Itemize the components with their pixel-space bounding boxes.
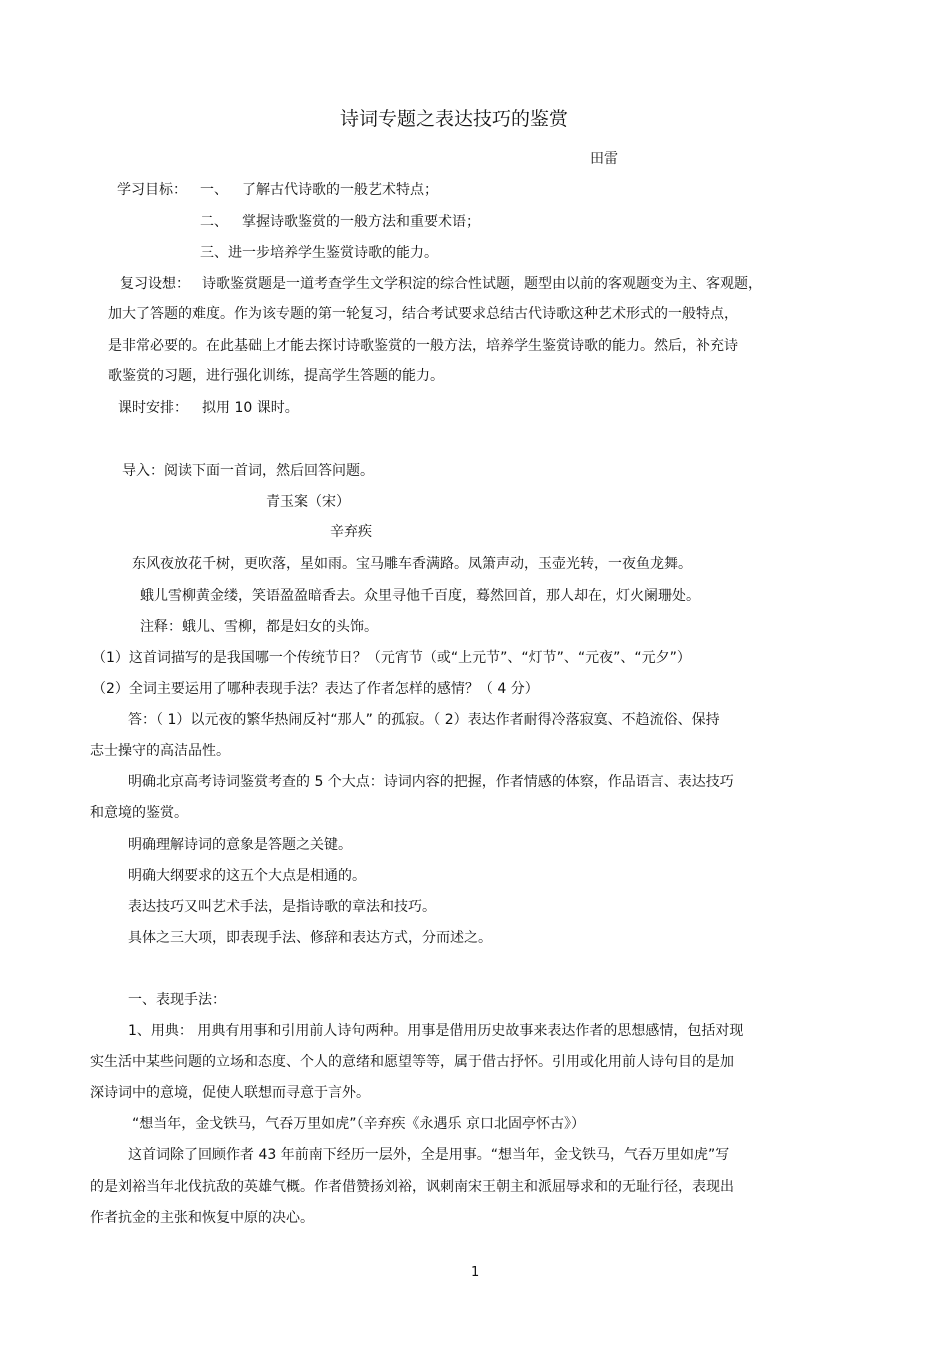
objective-2-text: 掌握诗歌鉴赏的一般方法和重要术语； — [242, 214, 480, 230]
objectives-label: 学习目标： — [117, 182, 187, 198]
point-line: 明确大纲要求的这五个大点是相通的。 — [128, 868, 366, 884]
schedule-label: 课时安排： — [118, 400, 188, 416]
answer-line: 志士操守的高洁品性。 — [90, 743, 230, 759]
page-number: 1 — [471, 1265, 480, 1280]
poem-line: 蛾儿雪柳黄金缕，笑语盈盈暗香去。众里寻他千百度，蓦然回首，那人却在，灯火阑珊处。 — [140, 588, 700, 604]
analysis-line: 作者抗金的主张和恢复中原的决心。 — [90, 1210, 314, 1226]
review-line: 歌鉴赏的习题，进行强化训练，提高学生答题的能力。 — [108, 368, 444, 384]
objective-1-number: 一、 — [200, 182, 228, 198]
objective-2-number: 二、 — [200, 214, 228, 230]
section-line: 实生活中某些问题的立场和态度、个人的意绪和愿望等等，属于借古抒怀。引用或化用前人诗句目的是加 — [90, 1054, 734, 1070]
question-2: （2）全词主要运用了哪种表现手法？表达了作者怎样的感情？（ 4 分） — [92, 681, 539, 697]
author-name: 田雷 — [590, 151, 618, 167]
analysis-line: 的是刘裕当年北伐抗敌的英雄气概。作者借赞扬刘裕，讽刺南宋王朝主和派屈辱求和的无耻行径，表现出 — [90, 1179, 734, 1195]
point-line: 明确理解诗词的意象是答题之关键。 — [128, 837, 352, 853]
point-line: 和意境的鉴赏。 — [90, 805, 188, 821]
review-label: 复习设想： — [120, 276, 190, 292]
poem-author: 辛弃疾 — [330, 524, 372, 540]
poem-note: 注释：蛾儿、雪柳，都是妇女的头饰。 — [140, 619, 378, 635]
poem-title: 青玉案（宋） — [266, 494, 350, 510]
section-line: 深诗词中的意境，促使人联想而寻意于言外。 — [90, 1085, 370, 1101]
intro-text: 导入：阅读下面一首词，然后回答问题。 — [122, 463, 374, 479]
analysis-line: 这首词除了回顾作者 43 年前南下经历一层外，全是用事。“想当年，金戈铁马，气吞万里如虎”写 — [128, 1147, 730, 1163]
schedule-text: 拟用 10 课时。 — [202, 400, 299, 416]
review-line: 是非常必要的。在此基础上才能去探讨诗歌鉴赏的一般方法，培养学生鉴赏诗歌的能力。然后，补充诗 — [108, 338, 738, 354]
point-line: 具体之三大项，即表现手法、修辞和表达方式，分而述之。 — [128, 930, 492, 946]
point-line: 明确北京高考诗词鉴赏考查的 5 个大点：诗词内容的把握，作者情感的体察，作品语言、表达技巧 — [128, 774, 734, 790]
quote-line: “想当年，金戈铁马，气吞万里如虎”（辛弃疾《永遇乐 京口北固亭怀古》） — [132, 1116, 585, 1132]
question-1: （1）这首词描写的是我国哪一个传统节日？（元宵节（或“上元节”、“灯节”、“元夜”、“元夕”） — [92, 650, 691, 666]
objective-3-text: 三、进一步培养学生鉴赏诗歌的能力。 — [200, 245, 438, 261]
poem-line: 东风夜放花千树，更吹落，星如雨。宝马雕车香满路。凤箫声动，玉壶光转，一夜鱼龙舞。 — [132, 556, 692, 572]
review-line: 诗歌鉴赏题是一道考查学生文学积淀的综合性试题，题型由以前的客观题变为主、客观题， — [202, 276, 762, 292]
page-title: 诗词专题之表达技巧的鉴赏 — [340, 108, 569, 130]
point-line: 表达技巧又叫艺术手法，是指诗歌的章法和技巧。 — [128, 899, 436, 915]
objective-1-text: 了解古代诗歌的一般艺术特点； — [242, 182, 438, 198]
section-heading: 一、表现手法： — [128, 992, 226, 1008]
review-line: 加大了答题的难度。作为该专题的第一轮复习，结合考试要求总结古代诗歌这种艺术形式的一般特点， — [108, 306, 738, 322]
answer-line: 答：（ 1）以元夜的繁华热闹反衬“那人” 的孤寂。（ 2）表达作者耐得冷落寂寞、不趋流俗、保持 — [128, 712, 720, 728]
section-line: 1、用典： 用典有用事和引用前人诗句两种。用事是借用历史故事来表达作者的思想感情，包括对现 — [128, 1023, 744, 1039]
